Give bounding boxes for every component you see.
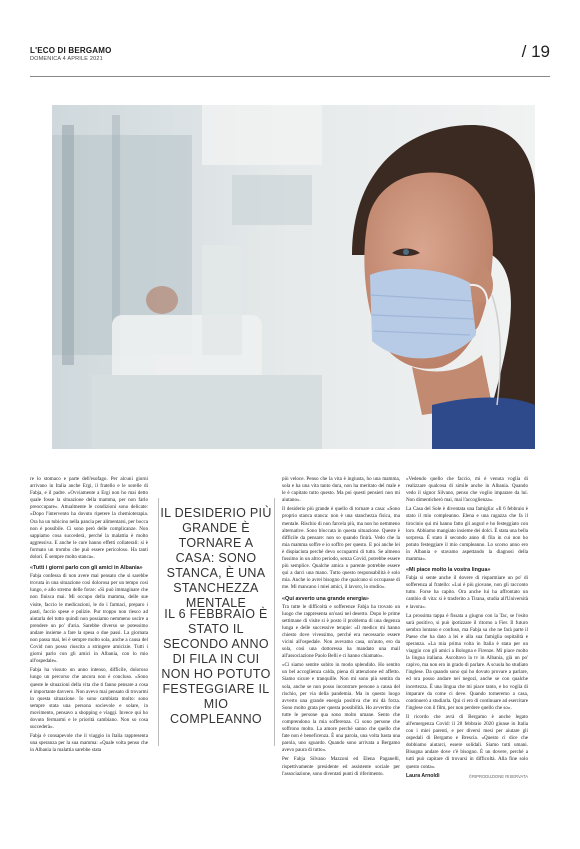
author-signature: Laura Arnoldi [406,772,440,779]
photo-nurse-mask-icon [52,105,535,449]
pull-quote: IL 6 FEBBRAIO È STATO IL SECONDO ANNO DI FILA IN CUI NON HO POTUTO FESTEGGIARE IL MIO COMPLEANNO [161,607,271,726]
paragraph: Fabja è consapevole che il viaggio in Italia rappresenta una speranza per la sua mamma: «Quale volta penso che in Albania la malattia sarebbe stata [30,733,148,754]
subheading: «Qui avverto una grande energia» [282,595,369,602]
paragraph: La prossima tappa è fissata a giugno con la Tac, se l'esito sarà positivo, si può ipotizzare il ritorno a Fier. Il futuro sembra lontano e confuso, ma Fabja sa che ne farà parte il Paese che ha dato a lei e alla sua famiglia ospitalità e speranza. «La mia prima volta in Italia è stata per un viaggio con gli amici a Bologna e Firenze. Mi piace molto la lingua italiana. Ascoltavo la tv in Albania, già un po' capivo, ma non ero in grado di parlare. A scuola ho studiato l'inglese. Da quando sono qui ho dovuto provare a parlare, ed ora posso andare nei negozi, anche se con qualche incertezza. È una lingua che mi piace tanto, e ho voglia di imparare da come ci deve. Quando torneremo a casa, continuerò a studiarla. Qui ci ero di continuare ad esercitare l'inglese con il film, per non perdere quello che so». [406,612,528,711]
pull-quote: IL DESIDERIO PIÙ GRANDE È TORNARE A CASA: SONO STANCA, È UNA STANCHEZZA MENTALE [160,506,272,610]
column-divider [158,498,159,746]
subheading: «Mi piace molto la vostra lingua» [406,567,491,574]
copyright-notice: ©RIPRODUZIONE RISERVATA [468,773,528,779]
newspaper-brand: L'ECO DI BERGAMO [30,46,112,55]
paragraph: Per Fabja Silvano Mazzoni ed Elena Paganelli, rispettivamente presidente ed assistente sociale per l'associazione, sono diventati punti di riferimento. [282,756,400,777]
paragraph: Tra tutte le difficoltà e sofferenze Fabja ha trovato un luogo che rappresenta un'oasi nel deserto. Dopo le prime settimane di visite si è posto il problema di una degenza lunga e delle successive terapie: «Il medico mi hanno chiesto dove vivessimo, perché era necessario essere vicini all'ospedale. Non avevamo casa, un'auto, ero da sola, così una dottoressa ha mandato una mail all'associazione Paolo Belli e ci hanno chiamato». [282,603,400,660]
article-column-1 [30,476,148,756]
header-rule [30,76,550,77]
subheading: «Tutti i giorni parlo con gli amici in Albania» [30,565,143,572]
article-column-3 [282,476,400,780]
paragraph: Fabja ha vissuto un anno intenso, difficile, doloroso lungo un percorso che ancora non è concluso. «Sono queste le situazioni della vita che ti fanno pensare a cosa è importante davvero. Non avevo mai pensato di trovarmi in questa situazione. Io sono cambiata molto: sono sempre stata una persona socievole e solare, in movimento, pensavo a shopping e viaggi. Invece qui ho dovuto fermarmi e le priorità cambiano. Non so cosa succederà». [30,667,148,731]
issue-date: DOMENICA 4 APRILE 2021 [30,56,103,62]
paragraph: più veloce. Penso che la vita è ingiusta, ho una mamma, sola e ha una vita tanto dura, non ha meritato del male e le è capitato tutto questo. Ma poi questi pensieri non mi aiutano». [282,476,400,504]
paragraph: «Ci siamo sentite subito in modo splendido. Ho sentito un bel accoglienza calda, piena di attenzione ed affetto. Siamo sicure e tranquille. Non mi sono più sentita da sola, anche se non posso incontrare persone a causa del rischio, per via della pandemia. Ma in questo luogo avverto una grande energia positiva che mi dà forza. Sono molto grata per questa possibilità. Ho avvertito che tutte le persone qua sono molto umane. Sento che comprendono la mia sofferenza. Ci sono persone che soffrono molto. La amore perché sanno che quello che fate non è beneficenza. È una parola, una volta basta una parola, uno sguardo. Quando sono arrivata a Bergamo avevo paura di tutto». [282,662,400,754]
page-number: / 19 [521,42,550,61]
paragraph: Fabja confessa di non avere mai pensato che si sarebbe trovata in una situazione così dolorosa per un tempo così lungo, e allo stremo delle forze: «Si può immaginare che non finisca mai. Mi occupo della mamma, delle sue visite, faccio le medicazioni, le do i farmaci, preparo i pasti, faccio spese e pulizie. Pur troppo non riesco ad aiutarla del tutto quindi non possiamo nemmeno uscire a prendere un po' d'aria. Sarebbe diverso se potessimo andare insieme a fare la spesa o due passi. La giornata non passa mai, lei è sempre molto sola, anche a causa del Covid non posso riuscita a stringere amicizie. Tutti i giorni parlo con gli amici in Albania, con lo mio all'ospedale». [30,573,148,665]
paragraph: La Casa del Sole è diventata una famiglia: «Il 6 febbraio è stato il mio compleanno. Elena e una ragazza che fa il tirocinio qui mi hanno fatto gli auguri e ho festeggiato con loro. Abbiamo mangiato insieme dei dolci. È stata una bella sorpresa. È stato il secondo anno di fila in cui non ho potuto festeggiare il mio compleanno. Lo scorso anno ero in Albania e stavamo aspettando la diagnosi della mamma». [406,506,528,563]
article-column-4 [406,476,528,780]
masthead [30,42,550,72]
paragraph: re lo stomaco e parte dell'esofago. Per alcuni giorni arrivano in Italia anche Ergi, il fratello e le sorelle di Fabja, e il padre. «Ovviamente a Ergi non ho mai detto quale fosse la situazione della mamma, per non farlo preoccupare». Attualmente le condizioni sono delicate: «Dopo l'intervento ha dovuto ripetere la chemioterapia. Ora ha un tubicino nella pancia per alimentarsi, per bocca non è possibile. Ci sono però delle complicanze. Non sappiamo cosa succederà, perché la malattia è molto aggressiva. E anche le cure hanno effetti collaterali: si è formato un trombo che può essere pericoloso. Ha tanti dolori. È sempre molto stanca». [30,476,148,561]
paragraph: Il desiderio più grande è quello di tornare a casa: «Sono proprio stanca stanca: non è una stanchezza fisica, ma mentale. Rischio di non farcela più, ma non ho nemmeno alternative. Sono bloccata in questa situazione. Queste è difficile da pensare: non so quando finirà. Vedo che la mia mamma soffre e io soffro per questo. E poi anche lei è dispiaciuta perché devo occuparmi di tutto. Se almeno fossimo in un altro periodo, senza Covid, potrebbe essere più semplice. Qualche amica o parente potrebbe essere qui a darci una mano. Tutto questo responsabilità è solo mia. Anche io avrei bisogno che qualcuno si occupasse di me. Mi mancano i miei amici, il lavoro, lo studio». [282,506,400,591]
paragraph: Il ricordo che avrà di Bergamo è anche legato all'emergenza Covid: il 28 febbraio 2020 giunse in Italia con i miei parenti, e per diversi mesi per aiutare gli ospedali di Bergamo e Brescia. «Questo ci dice che dobbiamo aiutarci, essere solidali. Siamo tutti umani. Bisogna andare dove c'è bisogno. È un dovere, perché a tutti può capitare di trovarsi in difficoltà. Alla fine solo questo conta». [406,713,528,770]
column-divider [274,498,275,746]
paragraph: Fabja si sente anche il dovere di risparmiare un po' di sofferenza al fratello: «Lui è più giovane, non gli racconto tutto. Forse ha capito. Ora anche lui ha affrontato un cambio di vita: si è trasferito a Tirana, studia all'Università e lavora». [406,575,528,610]
paragraph: «Vedendo quello che faccio, mi è venuta voglia di realizzare qualcosa di simile anche in Albania. Quando vedo il signor Silvano, penso che voglio imparare da lui. Non dimenticherò mai, mai l'accoglienza». [406,476,528,504]
